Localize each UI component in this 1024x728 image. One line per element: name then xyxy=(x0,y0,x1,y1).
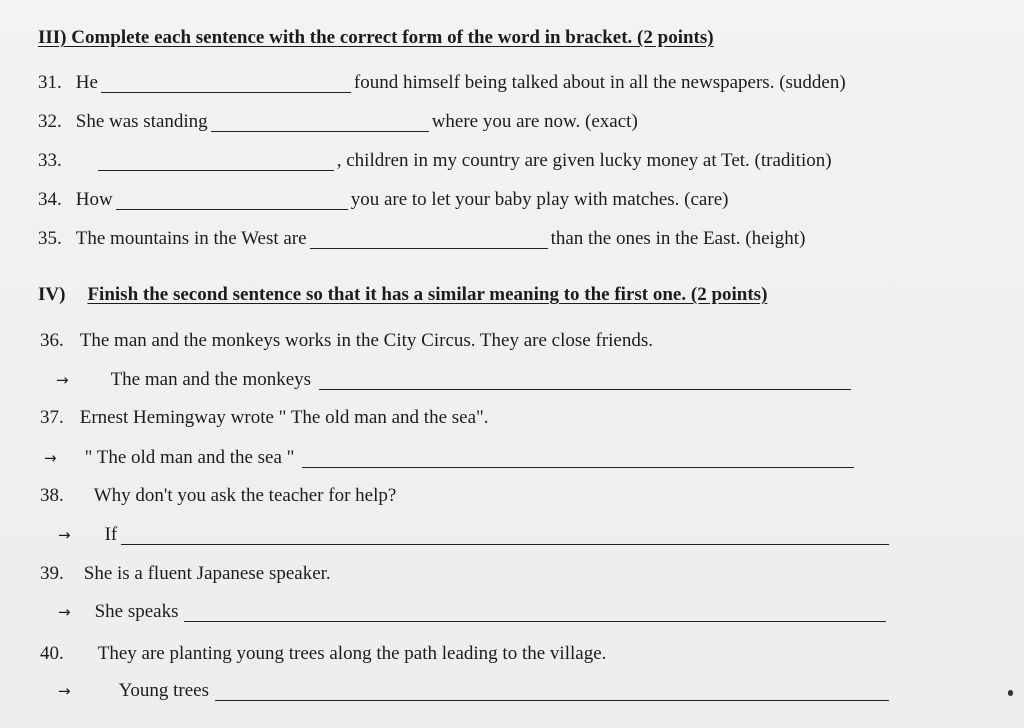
question-37 xyxy=(40,407,489,429)
sentence-start: How xyxy=(75,189,113,210)
rewrite-36 xyxy=(56,369,854,391)
sentence-end: where you are now. (exact) xyxy=(431,111,638,132)
question-number: 35. xyxy=(38,228,62,249)
answer-blank-31[interactable] xyxy=(101,74,351,93)
answer-blank-40[interactable] xyxy=(215,682,889,701)
answer-blank-39[interactable] xyxy=(184,603,886,622)
rewrite-start: Young trees xyxy=(118,680,210,701)
sentence-start: The mountains in the West are xyxy=(75,228,307,249)
question-35 xyxy=(38,228,805,250)
answer-blank-33[interactable] xyxy=(98,152,334,171)
rewrite-39 xyxy=(58,601,889,623)
rewrite-start: " The old man and the sea " xyxy=(84,447,295,468)
sentence-end: you are to let your baby play with matches. (care) xyxy=(350,189,729,210)
question-number: 36. xyxy=(40,330,64,351)
original-sentence: Why don't you ask the teacher for help? xyxy=(93,485,397,506)
original-sentence: She is a fluent Japanese speaker. xyxy=(83,563,331,584)
sentence-start: She was standing xyxy=(75,111,208,132)
arrow-icon: → xyxy=(44,449,57,467)
section-4-label: IV) xyxy=(38,284,66,305)
answer-blank-38[interactable] xyxy=(121,526,889,545)
question-number: 38. xyxy=(40,485,64,506)
question-34 xyxy=(38,189,728,211)
question-number: 34. xyxy=(38,189,62,210)
rewrite-40 xyxy=(58,680,892,702)
question-33 xyxy=(38,150,832,172)
section-4-title: IV) Finish the second sentence so that it has a similar meaning to the first one. (2 points) xyxy=(38,284,768,305)
question-31 xyxy=(38,72,846,94)
question-32 xyxy=(38,111,638,133)
question-36 xyxy=(40,330,653,352)
sentence-end: , children in my country are given lucky money at Tet. (tradition) xyxy=(336,150,832,171)
question-number: 31. xyxy=(38,72,62,93)
rewrite-38 xyxy=(58,524,892,546)
section-3-title: III) Complete each sentence with the correct form of the word in bracket. (2 points) xyxy=(38,27,714,48)
rewrite-start: The man and the monkeys xyxy=(110,369,312,390)
ink-dot xyxy=(1008,690,1013,696)
question-number: 39. xyxy=(40,563,64,584)
arrow-icon: → xyxy=(58,603,71,621)
answer-blank-32[interactable] xyxy=(211,113,429,132)
question-39 xyxy=(40,563,331,585)
sentence-end: found himself being talked about in all the newspapers. (sudden) xyxy=(353,72,846,93)
question-38 xyxy=(40,485,396,507)
question-40 xyxy=(40,643,606,665)
rewrite-start: If xyxy=(104,524,118,545)
sentence-start: He xyxy=(75,72,98,93)
question-number: 33. xyxy=(38,150,62,171)
answer-blank-37[interactable] xyxy=(302,449,854,468)
answer-blank-34[interactable] xyxy=(116,191,348,210)
answer-blank-35[interactable] xyxy=(310,230,548,249)
question-number: 40. xyxy=(40,643,64,664)
original-sentence: Ernest Hemingway wrote " The old man and the sea". xyxy=(79,407,489,428)
sentence-end: than the ones in the East. (height) xyxy=(550,228,806,249)
question-number: 37. xyxy=(40,407,64,428)
original-sentence: The man and the monkeys works in the City Circus. They are close friends. xyxy=(79,330,653,351)
arrow-icon: → xyxy=(56,371,69,389)
arrow-icon: → xyxy=(58,526,71,544)
question-number: 32. xyxy=(38,111,62,132)
rewrite-start: She speaks xyxy=(94,601,179,622)
rewrite-37 xyxy=(44,447,857,469)
arrow-icon: → xyxy=(58,682,71,700)
original-sentence: They are planting young trees along the path leading to the village. xyxy=(97,643,607,664)
answer-blank-36[interactable] xyxy=(319,371,851,390)
